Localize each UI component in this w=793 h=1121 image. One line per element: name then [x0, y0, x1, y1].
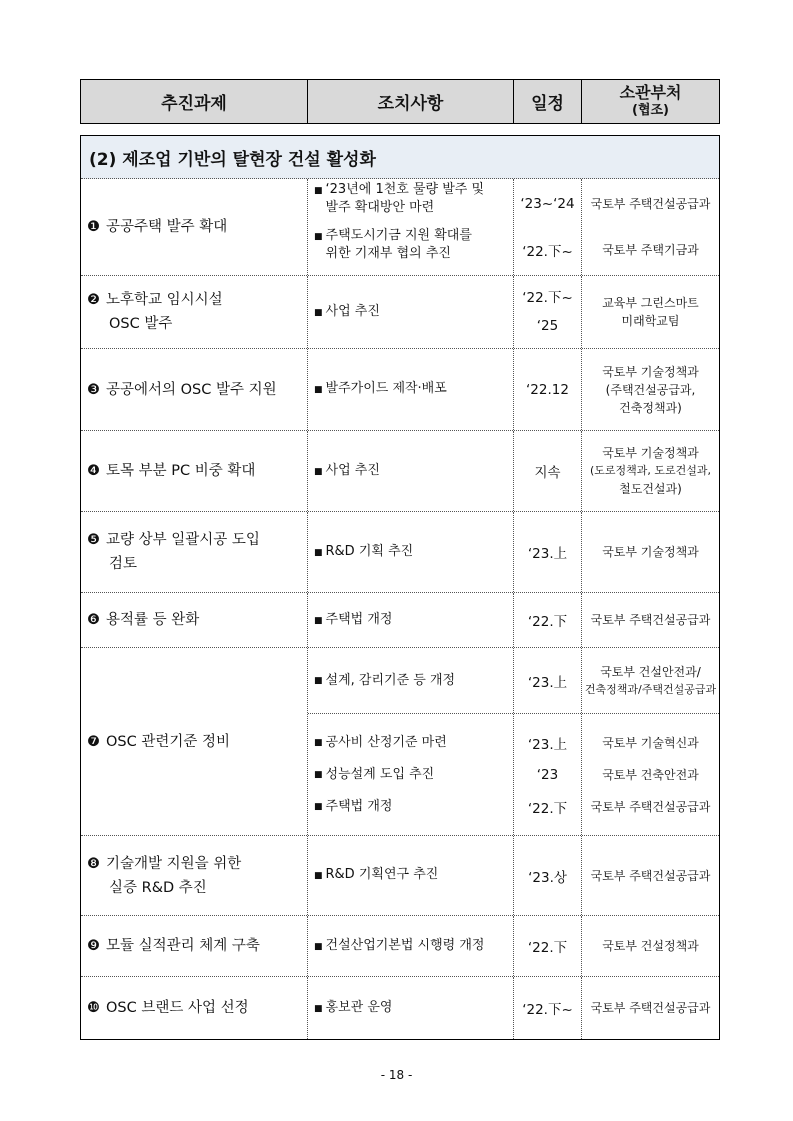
task-line [87, 608, 199, 632]
action-line: 위한 기재부 협의 추진 [325, 246, 451, 261]
actions-cell [308, 714, 514, 835]
dept-cell [582, 179, 719, 275]
action-item [308, 866, 513, 885]
bullet-icon: ■ [314, 1003, 323, 1014]
bullet-icon: ■ [314, 675, 323, 686]
dept-line: 국토부 건설안전과/ [600, 664, 701, 679]
task-line [87, 996, 249, 1020]
task-label: OSC 발주 [109, 316, 173, 332]
task-label: 검토 [109, 556, 138, 572]
action-line: ‘23년에 1천호 물량 발주 및 [325, 182, 485, 197]
dept-line: 국토부 기술정책과 [602, 364, 699, 379]
task-line [87, 215, 227, 239]
task-number: ❷ [87, 292, 100, 308]
bullet-icon: ■ [314, 466, 323, 477]
dept-line: 교육부 그린스마트 [602, 296, 699, 310]
task-line [87, 378, 277, 402]
dept-value [602, 727, 699, 759]
action-item [308, 937, 513, 956]
action-item [308, 759, 513, 791]
schedule-value: ‘22.下 [527, 614, 568, 630]
task-cell [81, 648, 308, 835]
section-title: (2) 제조업 기반의 탈현장 건설 활성화 [81, 135, 719, 179]
action-item [308, 999, 513, 1018]
dept-cell [582, 714, 719, 835]
dept-line: 국토부 기술정책과 [602, 446, 699, 460]
schedule-cell [514, 349, 582, 430]
task-table [80, 135, 720, 1040]
header-schedule: 일정 [514, 80, 582, 123]
dept-value [602, 294, 699, 330]
action-group [308, 648, 719, 835]
schedule-value: ‘22.下 [527, 800, 568, 817]
action-line: R&D 기획 추진 [325, 543, 414, 559]
table-row [81, 349, 719, 431]
actions-cell [308, 916, 514, 976]
schedule-value: ‘22.下~ [522, 1002, 573, 1018]
dept-line: 국토부 주택건설공급과 [590, 868, 711, 883]
dept-value [591, 611, 711, 629]
dept-line: 국토부 주택건설공급과 [590, 197, 711, 211]
bullet-icon: ■ [314, 385, 323, 395]
bullet-icon: ■ [314, 186, 323, 196]
schedule-value: ‘23.상 [528, 869, 567, 886]
dept-line: 국토부 건축안전과 [602, 767, 699, 782]
table-row [81, 648, 719, 836]
dept-value [602, 363, 699, 417]
header-dept-label: 소관부처 [619, 82, 682, 102]
dept-line: (주택건설공급과, [605, 382, 696, 397]
dept-cell [582, 593, 719, 647]
schedule-line: ‘25 [536, 318, 559, 334]
actions-cell [308, 512, 514, 592]
bullet-icon: ■ [314, 737, 323, 748]
dept-line: (도로정책과, 도로건설과, [589, 464, 712, 477]
dept-value [602, 227, 699, 273]
dept-line: 국토부 주택건설공급과 [590, 799, 711, 814]
schedule-cell [514, 977, 582, 1039]
dept-line: 국토부 건설정책과 [602, 939, 699, 953]
action-item [308, 181, 513, 227]
actions-cell [308, 593, 514, 647]
dept-cell [582, 916, 719, 976]
task-line [87, 852, 241, 876]
dept-line: 철도건설과) [619, 482, 682, 496]
task-text [87, 459, 255, 483]
task-text [87, 852, 241, 900]
dept-value [602, 937, 699, 955]
action-item [308, 227, 513, 273]
dept-line: 국토부 주택기금과 [602, 243, 699, 257]
task-text [87, 215, 227, 239]
schedule-cell [514, 179, 582, 275]
task-text [87, 378, 277, 402]
action-item [308, 543, 513, 562]
action-text [326, 937, 485, 955]
schedule-cell [514, 593, 582, 647]
action-text [326, 866, 439, 884]
task-cell [81, 836, 308, 915]
action-line: 사업 추진 [325, 303, 380, 319]
dept-cell [582, 276, 719, 348]
task-line [87, 312, 223, 336]
task-number: ❸ [87, 381, 100, 398]
bullet-icon: ■ [314, 615, 323, 626]
task-text [87, 528, 260, 576]
action-item [308, 303, 513, 322]
page-number: - 18 - [380, 1068, 413, 1082]
task-label: 기술개발 지원을 위한 [106, 855, 242, 872]
action-text [326, 999, 393, 1017]
action-item [308, 727, 513, 759]
actions-cell [308, 179, 514, 275]
task-label: 노후학교 임시시설 [106, 292, 223, 308]
schedule-cell [514, 714, 582, 835]
task-cell [81, 349, 308, 430]
dept-cell [582, 836, 719, 915]
dept-cell [582, 648, 719, 713]
schedule-cell [514, 648, 582, 713]
task-number: ❹ [87, 463, 100, 479]
action-text [326, 462, 380, 480]
task-label: 공공에서의 OSC 발주 지원 [106, 381, 277, 398]
task-line [87, 528, 260, 552]
task-line [87, 730, 230, 754]
dept-value [602, 759, 699, 791]
bullet-icon: ■ [314, 232, 323, 242]
action-text: 성능설계 도입 추진 [325, 766, 435, 782]
table-row [81, 512, 719, 593]
task-line [87, 288, 223, 312]
schedule-value: ‘22.12 [526, 381, 569, 398]
bullet-icon: ■ [314, 801, 323, 812]
action-line: 주택도시기금 지원 확대를 [325, 228, 472, 243]
task-line [87, 459, 255, 483]
schedule-cell [514, 512, 582, 592]
table-row [81, 593, 719, 648]
dept-value [591, 181, 711, 227]
dept-line: 국토부 기술혁신과 [602, 735, 699, 750]
dept-line: 건축정책과) [619, 400, 682, 415]
dept-cell [582, 512, 719, 592]
schedule-value: ‘22.下 [527, 940, 568, 956]
schedule-value: ‘23.上 [527, 674, 568, 691]
dept-line: 건축정책과/주택건설공급과 [584, 682, 717, 696]
action-text [326, 611, 393, 629]
dept-value [591, 867, 711, 885]
actions-cell [308, 836, 514, 915]
task-line [87, 552, 260, 576]
dept-cell [582, 977, 719, 1039]
dept-cell [582, 431, 719, 511]
table-row [81, 916, 719, 977]
task-line [87, 934, 260, 958]
action-item [308, 380, 513, 399]
task-label: 토목 부분 PC 비중 확대 [106, 463, 256, 479]
task-text [87, 996, 249, 1020]
task-cell [81, 276, 308, 348]
dept-value [585, 663, 716, 699]
task-number: ❶ [87, 219, 100, 235]
action-item [308, 672, 513, 690]
task-text [87, 934, 260, 958]
action-text [326, 380, 447, 398]
schedule-value [522, 284, 573, 340]
dept-value [591, 791, 711, 823]
schedule-cell [514, 916, 582, 976]
table-row [81, 977, 719, 1039]
action-item [308, 791, 513, 823]
table-row [81, 179, 719, 276]
action-text: 주택법 개정 [325, 798, 393, 814]
dept-line: 미래학교팀 [621, 314, 680, 328]
action-line: R&D 기획연구 추진 [325, 867, 439, 882]
task-number: ❻ [87, 612, 100, 628]
schedule-cell [514, 836, 582, 915]
task-cell [81, 512, 308, 592]
actions-cell [308, 349, 514, 430]
task-text [87, 608, 199, 632]
table-header [80, 79, 720, 124]
bullet-icon: ■ [314, 871, 323, 881]
dept-line: 국토부 기술정책과 [602, 545, 699, 559]
dept-line: 국토부 주택건설공급과 [590, 1001, 711, 1015]
action-line: 홍보관 운영 [325, 999, 393, 1015]
action-text [326, 303, 380, 321]
bullet-icon: ■ [314, 307, 323, 318]
dept-value [590, 444, 711, 498]
bullet-icon: ■ [314, 769, 323, 780]
task-label: 실증 R&D 추진 [109, 879, 207, 896]
task-number: ❽ [87, 855, 100, 872]
task-text [87, 730, 230, 754]
header-dept-sub: (협조) [632, 102, 669, 118]
schedule-value: ‘23 [536, 766, 559, 783]
task-label: 공공주택 발주 확대 [106, 219, 228, 235]
bullet-icon: ■ [314, 941, 323, 952]
task-label: 모듈 실적관리 체계 구축 [106, 938, 260, 954]
schedule-value: ‘23.上 [527, 736, 568, 753]
action-text [326, 227, 472, 263]
action-block [308, 648, 719, 714]
task-label: 용적률 등 완화 [106, 612, 200, 628]
schedule-line: ‘22.下~ [522, 290, 573, 306]
task-cell [81, 179, 308, 275]
action-block [308, 714, 719, 835]
schedule-value: ‘23~‘24 [520, 196, 575, 212]
bullet-icon: ■ [314, 547, 323, 558]
dept-value [602, 543, 699, 561]
schedule-value: ‘23.上 [527, 546, 568, 562]
schedule-cell [514, 431, 582, 511]
actions-cell [308, 276, 514, 348]
dept-value [591, 999, 711, 1017]
action-line: 주택법 개정 [325, 611, 393, 627]
task-number: ❼ [87, 733, 100, 750]
action-item [308, 611, 513, 630]
task-cell [81, 916, 308, 976]
actions-cell [308, 648, 514, 713]
task-number: ❺ [87, 532, 100, 548]
action-line: 발주 확대방안 마련 [325, 200, 435, 215]
task-label: 교량 상부 일괄시공 도입 [106, 532, 260, 548]
action-item [308, 462, 513, 481]
action-text: 공사비 산정기준 마련 [325, 734, 447, 750]
dept-line: 국토부 주택건설공급과 [590, 613, 711, 627]
header-dept [582, 80, 719, 123]
task-number: ❿ [87, 1000, 100, 1016]
schedule-value: ‘22.下~ [522, 244, 573, 260]
schedule-value: 지속 [534, 465, 561, 481]
action-line: 건설산업기본법 시행령 개정 [325, 937, 485, 953]
action-text: 설계, 감리기준 등 개정 [325, 672, 456, 688]
action-text [326, 181, 485, 217]
task-text [87, 288, 223, 336]
actions-cell [308, 977, 514, 1039]
task-label: OSC 브랜드 사업 선정 [106, 1000, 249, 1016]
action-line: 발주가이드 제작·배포 [325, 381, 447, 396]
task-cell [81, 593, 308, 647]
dept-cell [582, 349, 719, 430]
action-line: 사업 추진 [325, 462, 380, 478]
task-line [87, 876, 241, 900]
schedule-cell [514, 276, 582, 348]
header-action: 조치사항 [308, 80, 514, 123]
action-text [326, 543, 414, 561]
task-number: ❾ [87, 938, 100, 954]
header-task: 추진과제 [81, 80, 308, 123]
actions-cell [308, 431, 514, 511]
table-row [81, 836, 719, 916]
table-row [81, 276, 719, 349]
task-cell [81, 977, 308, 1039]
task-label: OSC 관련기준 정비 [106, 733, 231, 750]
task-cell [81, 431, 308, 511]
table-row [81, 431, 719, 512]
